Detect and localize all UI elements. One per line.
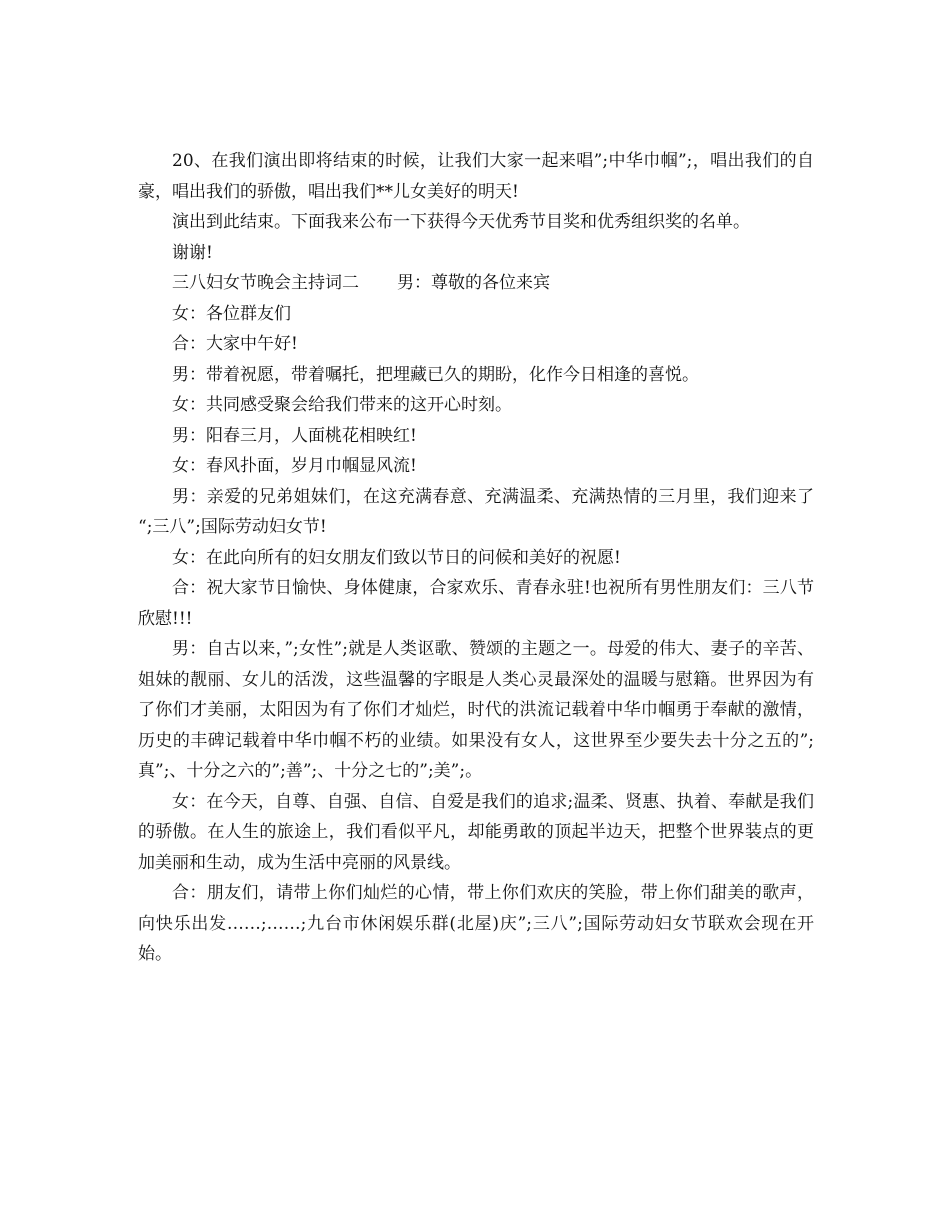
paragraph-10: 女：春风扑面，岁月巾帼显风流!	[172, 456, 417, 476]
paragraph-12: 女：在此向所有的妇女朋友们致以节日的问候和美好的祝愿!	[172, 547, 621, 568]
paragraph-15: 女：在今天，自尊、自强、自信、自爱是我们的追求;温柔、贤惠、执着、奉献是我们的骄傲。在人生的旅途上，我们看似平凡，却能勇敢的顶起半边天，把整个世界装点的更加美丽和生动，成为生活中亮丽的风景线。	[138, 791, 814, 873]
opening-line: 男：尊敬的各位来宾	[397, 273, 550, 293]
paragraph-6: 合：大家中午好!	[172, 334, 298, 354]
paragraph-1: 20、在我们演出即将结束的时候，让我们大家一起来唱”;中华巾帼”;，唱出我们的自豪，唱出我们的骄傲，唱出我们**儿女美好的明天!	[138, 151, 814, 202]
paragraph-16: 合：朋友们，请带上你们灿烂的心情，带上你们欢庆的笑脸，带上你们甜美的歌声，向快乐出发……;……;九台市休闲娱乐群(北屋)庆”;三八”;国际劳动妇女节联欢会现在开始。	[138, 883, 814, 964]
paragraph-3: 谢谢!	[172, 242, 213, 263]
paragraph-14: 男：自古以来，”;女性”;就是人类讴歌、赞颂的主题之一。母爱的伟大、妻子的辛苦、姐妹的靓丽、女儿的活泼，这些温馨的字眼是人类心灵最深处的温暖与慰籍。世界因为有了你们才美丽，太阳因为有了你们才灿烂，时代的洪流记载着中华巾帼勇于奉献的激情，历史的丰碑记载着中华巾帼不朽的业绩。如果没有女人，这世界至少要失去十分之五的”;真”;、十分之六的”;善”;、十分之七的”;美”;。	[138, 639, 814, 781]
document-body	[138, 146, 814, 970]
paragraph-9: 男：阳春三月，人面桃花相映红!	[172, 425, 417, 446]
paragraph-5: 女：各位群友们	[172, 303, 291, 324]
section-title: 三八妇女节晚会主持词二	[172, 273, 359, 293]
paragraph-2: 演出到此结束。下面我来公布一下获得今天优秀节目奖和优秀组织奖的名单。	[172, 212, 750, 232]
section-title-line	[138, 268, 814, 299]
paragraph-11: 男：亲爱的兄弟姐妹们，在这充满春意、充满温柔、充满热情的三月里，我们迎来了 “;三八”;国际劳动妇女节!	[138, 486, 814, 537]
paragraph-8: 女：共同感受聚会给我们带来的这开心时刻。	[172, 395, 512, 415]
paragraph-13: 合：祝大家节日愉快、身体健康，合家欢乐、青春永驻!也祝所有男性朋友们：三八节欣慰!!!	[138, 578, 814, 629]
paragraph-7: 男：带着祝愿，带着嘱托，把埋藏已久的期盼，化作今日相逢的喜悦。	[172, 364, 699, 385]
